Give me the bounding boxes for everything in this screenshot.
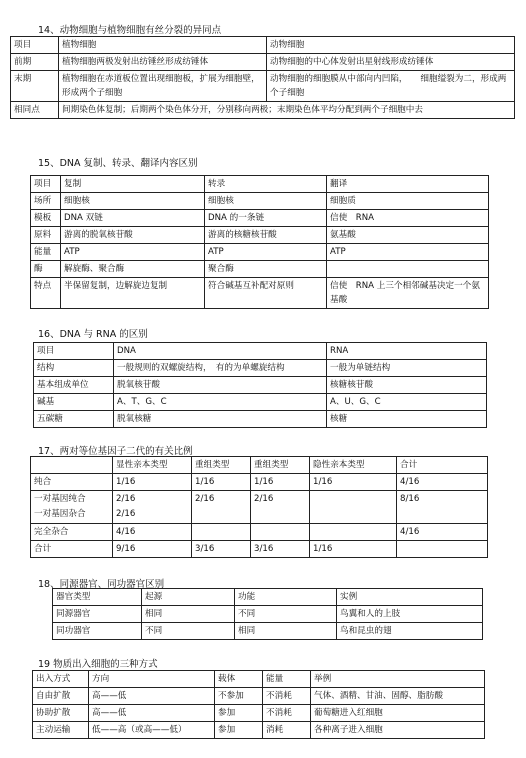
cell-line: 2/16: [116, 509, 136, 519]
table-cell: 不同: [235, 606, 337, 623]
row-label: 前期: [11, 54, 59, 71]
table-cell: 细胞核: [205, 193, 327, 210]
dna-rna-table: [33, 342, 487, 428]
table-row: [53, 623, 483, 640]
table-cell: 高——低: [89, 688, 215, 705]
table-cell: 3/16: [192, 541, 251, 558]
table-header-row: [31, 457, 488, 474]
table-cell: 信使 RNA 上三个相邻碱基决定一个氨基酸: [327, 278, 489, 309]
row-label: 同功器官: [53, 623, 142, 640]
table-row: [33, 705, 485, 722]
table-cell: ATP: [327, 244, 489, 261]
homologous-organs-table: [52, 588, 483, 640]
header-cell: [31, 457, 113, 474]
table-cell: 低——高（或高——低）: [89, 722, 215, 739]
row-label: 主动运输: [33, 722, 89, 739]
table-row: [31, 244, 489, 261]
row-label: 能量: [31, 244, 61, 261]
table-row: [31, 227, 489, 244]
table-cell: [310, 524, 397, 541]
table-cell: 参加: [215, 722, 263, 739]
table-row: [33, 688, 485, 705]
header-cell: 隐性亲本类型: [310, 457, 397, 474]
row-label: 合计: [31, 541, 113, 558]
row-label: 场所: [31, 193, 61, 210]
row-label: 基本组成单位: [34, 377, 114, 394]
row-label: 完全杂合: [31, 524, 113, 541]
row-label: 酶: [31, 261, 61, 278]
table-cell: 脱氧核糖: [114, 411, 327, 428]
table-cell: 符合碱基互补配对原则: [205, 278, 327, 309]
header-cell: 植物细胞: [59, 37, 267, 54]
header-cell: RNA: [327, 343, 487, 360]
row-label: 原料: [31, 227, 61, 244]
header-cell: 重组类型: [192, 457, 251, 474]
row-label: 五碳糖: [34, 411, 114, 428]
table-cell: [327, 261, 489, 278]
table-row: [11, 54, 515, 71]
table-cell: 鸟和昆虫的翅: [337, 623, 483, 640]
table-row: [34, 360, 487, 377]
header-cell: 动物细胞: [267, 37, 515, 54]
table-row: [31, 193, 489, 210]
row-label: 末期: [11, 71, 59, 102]
table-cell: 不同: [142, 623, 235, 640]
header-cell: DNA: [114, 343, 327, 360]
table-cell: 葡萄糖进入红细胞: [311, 705, 485, 722]
table-cell: DNA 双链: [61, 210, 205, 227]
section-14-title: 14、动物细胞与植物细胞有丝分裂的异同点: [38, 25, 222, 36]
header-cell: 复制: [61, 176, 205, 193]
table-cell: 气体、酒精、甘油、固醇、脂肪酸: [311, 688, 485, 705]
header-cell: 载体: [215, 671, 263, 688]
table-cell: ATP: [205, 244, 327, 261]
table-row: [53, 606, 483, 623]
section-16-title: 16、DNA 与 RNA 的区别: [38, 329, 148, 340]
row-label: 碱基: [34, 394, 114, 411]
table-cell: 植物细胞两极发射出纺锤丝形成纺锤体: [59, 54, 267, 71]
table-cell: 植物细胞在赤道板位置出现细胞板，扩展为细胞壁，形成两个子细胞: [59, 71, 267, 102]
table-cell: 3/16: [251, 541, 310, 558]
table-cell: 高——低: [89, 705, 215, 722]
row-label: 协助扩散: [33, 705, 89, 722]
table-row: [33, 722, 485, 739]
row-label: 同源器官: [53, 606, 142, 623]
row-label: 自由扩散: [33, 688, 89, 705]
section-15-title: 15、DNA 复制、转录、翻译内容区别: [38, 158, 198, 169]
table-cell: 解旋酶、聚合酶: [61, 261, 205, 278]
table-cell: 1/16: [310, 474, 397, 491]
table-header-row: [31, 176, 489, 193]
table-row: [31, 491, 488, 524]
table-cell: 8/16: [397, 491, 488, 524]
header-cell: 实例: [337, 589, 483, 606]
table-cell: 动物细胞的细胞膜从中部向内凹陷， 细胞缢裂为二，形成两个子细胞: [267, 71, 515, 102]
table-cell: A、T、G、C: [114, 394, 327, 411]
table-header-row: [53, 589, 483, 606]
table-cell: 9/16: [113, 541, 192, 558]
table-cell: 4/16: [113, 524, 192, 541]
header-cell: 翻译: [327, 176, 489, 193]
table-row: [31, 474, 488, 491]
table-cell: 核糖: [327, 411, 487, 428]
table-cell: [397, 541, 488, 558]
header-cell: 器官类型: [53, 589, 142, 606]
section-17-title: 17、两对等位基因子二代的有关比例: [38, 446, 193, 457]
dna-processes-table: [30, 175, 489, 309]
table-cell: 细胞质: [327, 193, 489, 210]
header-cell: 功能: [235, 589, 337, 606]
table-cell: 消耗: [263, 722, 311, 739]
table-cell: 不消耗: [263, 688, 311, 705]
header-cell: 方向: [89, 671, 215, 688]
header-cell: 显性亲本类型: [113, 457, 192, 474]
row-label-line: 一对基因杂合: [34, 509, 86, 519]
table-row: [31, 210, 489, 227]
table-row: [34, 377, 487, 394]
row-label: [31, 491, 113, 524]
section-19-title: 19 物质出入细胞的三种方式: [38, 659, 158, 670]
table-header-row: [33, 671, 485, 688]
header-cell: 起源: [142, 589, 235, 606]
header-cell: 项目: [34, 343, 114, 360]
table-row: [34, 394, 487, 411]
table-cell: 1/16: [192, 474, 251, 491]
table-cell: 4/16: [397, 524, 488, 541]
table-cell: 2/16: [251, 491, 310, 524]
table-cell: 半保留复制，边解旋边复制: [61, 278, 205, 309]
header-cell: 出入方式: [33, 671, 89, 688]
row-label: 纯合: [31, 474, 113, 491]
table-cell: 不参加: [215, 688, 263, 705]
mitosis-comparison-table: [10, 36, 515, 119]
table-cell: 1/16: [251, 474, 310, 491]
table-cell: [192, 524, 251, 541]
table-cell: 间期染色体复制；后期两个染色体分开，分别移向两极；末期染色体平均分配到两个子细胞中去: [59, 102, 515, 119]
transport-methods-table: [32, 670, 485, 739]
table-cell: 一般规则的双螺旋结构， 有的为单螺旋结构: [114, 360, 327, 377]
genotype-ratio-table: [30, 456, 488, 558]
table-cell: 相同: [235, 623, 337, 640]
row-label: 模板: [31, 210, 61, 227]
table-cell: 各种离子进入细胞: [311, 722, 485, 739]
header-cell: 能量: [263, 671, 311, 688]
table-row: [31, 278, 489, 309]
table-cell: DNA 的一条链: [205, 210, 327, 227]
table-cell: 游离的脱氧核苷酸: [61, 227, 205, 244]
table-cell: 参加: [215, 705, 263, 722]
header-cell: 项目: [31, 176, 61, 193]
table-header-row: [34, 343, 487, 360]
table-cell: 动物细胞的中心体发射出星射线形成纺锤体: [267, 54, 515, 71]
table-cell: 核糖核苷酸: [327, 377, 487, 394]
table-row: [34, 411, 487, 428]
table-cell: 一般为单链结构: [327, 360, 487, 377]
table-cell: ATP: [61, 244, 205, 261]
header-cell: 重组类型: [251, 457, 310, 474]
table-cell: 2/16: [192, 491, 251, 524]
row-label: 特点: [31, 278, 61, 309]
table-header-row: [11, 37, 515, 54]
header-cell: 转录: [205, 176, 327, 193]
header-cell: 举例: [311, 671, 485, 688]
table-row: [31, 541, 488, 558]
table-cell: 1/16: [310, 541, 397, 558]
table-row: [31, 261, 489, 278]
table-cell: [310, 491, 397, 524]
table-row: [31, 524, 488, 541]
table-cell: 脱氧核苷酸: [114, 377, 327, 394]
table-cell: 聚合酶: [205, 261, 327, 278]
header-cell: 合计: [397, 457, 488, 474]
section-18-title: 18、同源器官、同功器官区别: [38, 579, 165, 590]
table-row: [11, 102, 515, 119]
row-label-line: 一对基因纯合: [34, 494, 86, 504]
table-cell: 1/16: [113, 474, 192, 491]
table-cell: [251, 524, 310, 541]
cell-line: 2/16: [116, 494, 136, 504]
table-cell: 细胞核: [61, 193, 205, 210]
table-cell: 氨基酸: [327, 227, 489, 244]
table-cell: A、U、G、C: [327, 394, 487, 411]
table-cell: 鸟翼和人的上肢: [337, 606, 483, 623]
table-cell: [113, 491, 192, 524]
table-cell: 游离的核糖核苷酸: [205, 227, 327, 244]
table-cell: 信使 RNA: [327, 210, 489, 227]
row-label: 相同点: [11, 102, 59, 119]
table-cell: 4/16: [397, 474, 488, 491]
row-label: 结构: [34, 360, 114, 377]
table-cell: 不消耗: [263, 705, 311, 722]
table-row: [11, 71, 515, 102]
header-cell: 项目: [11, 37, 59, 54]
table-cell: 相同: [142, 606, 235, 623]
